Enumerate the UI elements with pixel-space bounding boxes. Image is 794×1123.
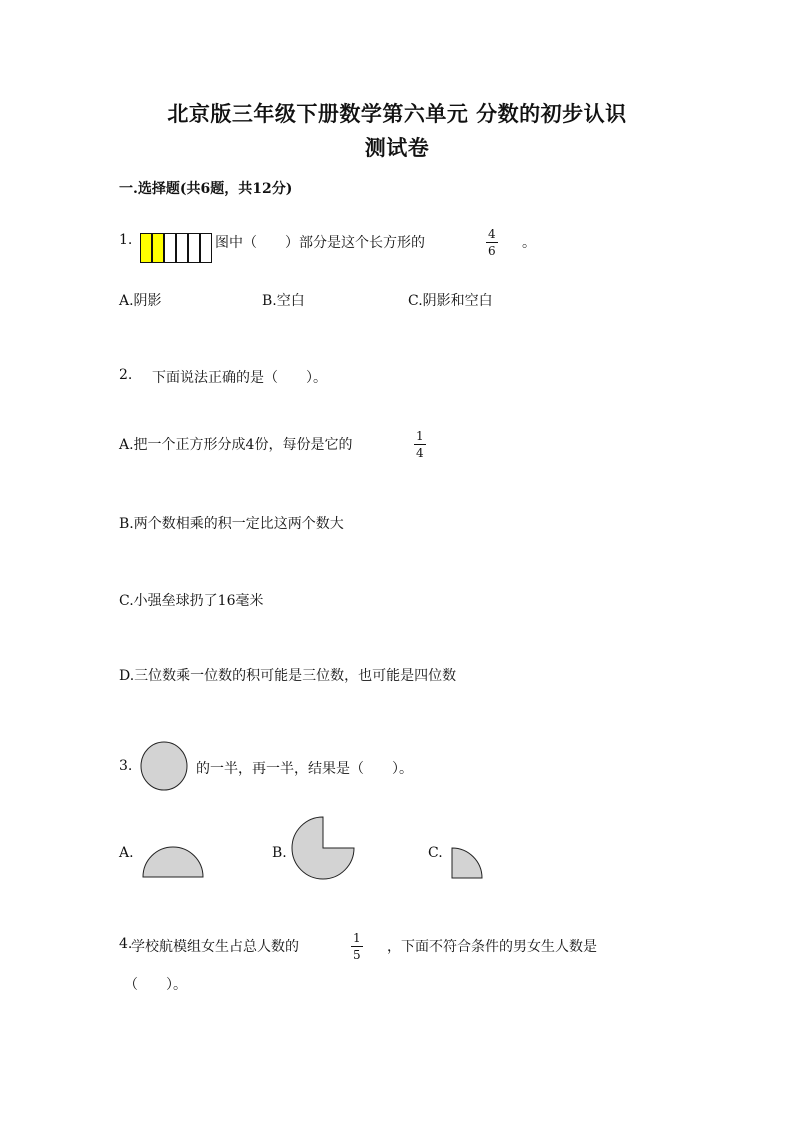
bar-cell-empty [200, 233, 212, 263]
circle-icon [139, 740, 189, 792]
q3-option-a: A. [119, 845, 134, 861]
three-quarter-circle-icon [290, 814, 356, 882]
q4-number: 4. [119, 936, 133, 952]
bar-cell-empty [188, 233, 200, 263]
q1-fraction [486, 228, 498, 258]
q2-number: 2. [119, 367, 133, 383]
fraction-numerator: 1 [416, 429, 424, 443]
q3-option-c: C. [428, 845, 443, 861]
fraction-numerator: 1 [353, 931, 361, 945]
q1-end: 。 [522, 235, 536, 251]
q1-text: 图中（ ）部分是这个长方形的 [215, 235, 425, 251]
fraction-numerator: 4 [488, 227, 496, 241]
bar-cell-shaded [140, 233, 152, 263]
bar-cell-empty [164, 233, 176, 263]
q2-option-c: C.小强垒球扔了16毫米 [119, 593, 264, 609]
q1-number: 1. [119, 232, 133, 248]
q2-option-a: A.把一个正方形分成4份，每份是它的 [119, 437, 353, 453]
q1-option-a: A.阴影 [119, 293, 162, 309]
q4-text-before: 学校航模组女生占总人数的 [131, 939, 299, 955]
fraction-denominator: 5 [353, 948, 361, 962]
fraction-denominator: 6 [488, 244, 496, 258]
q2-option-a-fraction [414, 430, 426, 460]
section-heading: 一.选择题(共6题，共12分) [119, 181, 293, 197]
q4-fraction [351, 932, 363, 962]
bar-cell-empty [176, 233, 188, 263]
q3-text: 的一半，再一半，结果是（ ）。 [196, 761, 413, 777]
q2-text: 下面说法正确的是（ ）。 [152, 370, 327, 386]
q4-line2: （ ）。 [124, 977, 187, 993]
q1-option-b: B.空白 [262, 293, 305, 309]
page-subtitle: 测试卷 [364, 135, 430, 160]
q4-text-after: ，下面不符合条件的男女生人数是 [387, 939, 597, 955]
q1-option-c: C.阴影和空白 [408, 293, 493, 309]
semicircle-icon [140, 840, 206, 880]
q3-option-b: B. [272, 845, 287, 861]
quarter-circle-icon [449, 845, 485, 881]
q1-rectangle-bar [140, 233, 212, 263]
page-title: 北京版三年级下册数学第六单元 分数的初步认识 [167, 101, 627, 126]
q2-option-b: B.两个数相乘的积一定比这两个数大 [119, 516, 344, 532]
q3-number: 3. [119, 758, 133, 774]
fraction-denominator: 4 [416, 446, 424, 460]
q2-option-d: D.三位数乘一位数的积可能是三位数，也可能是四位数 [119, 668, 457, 684]
bar-cell-shaded [152, 233, 164, 263]
